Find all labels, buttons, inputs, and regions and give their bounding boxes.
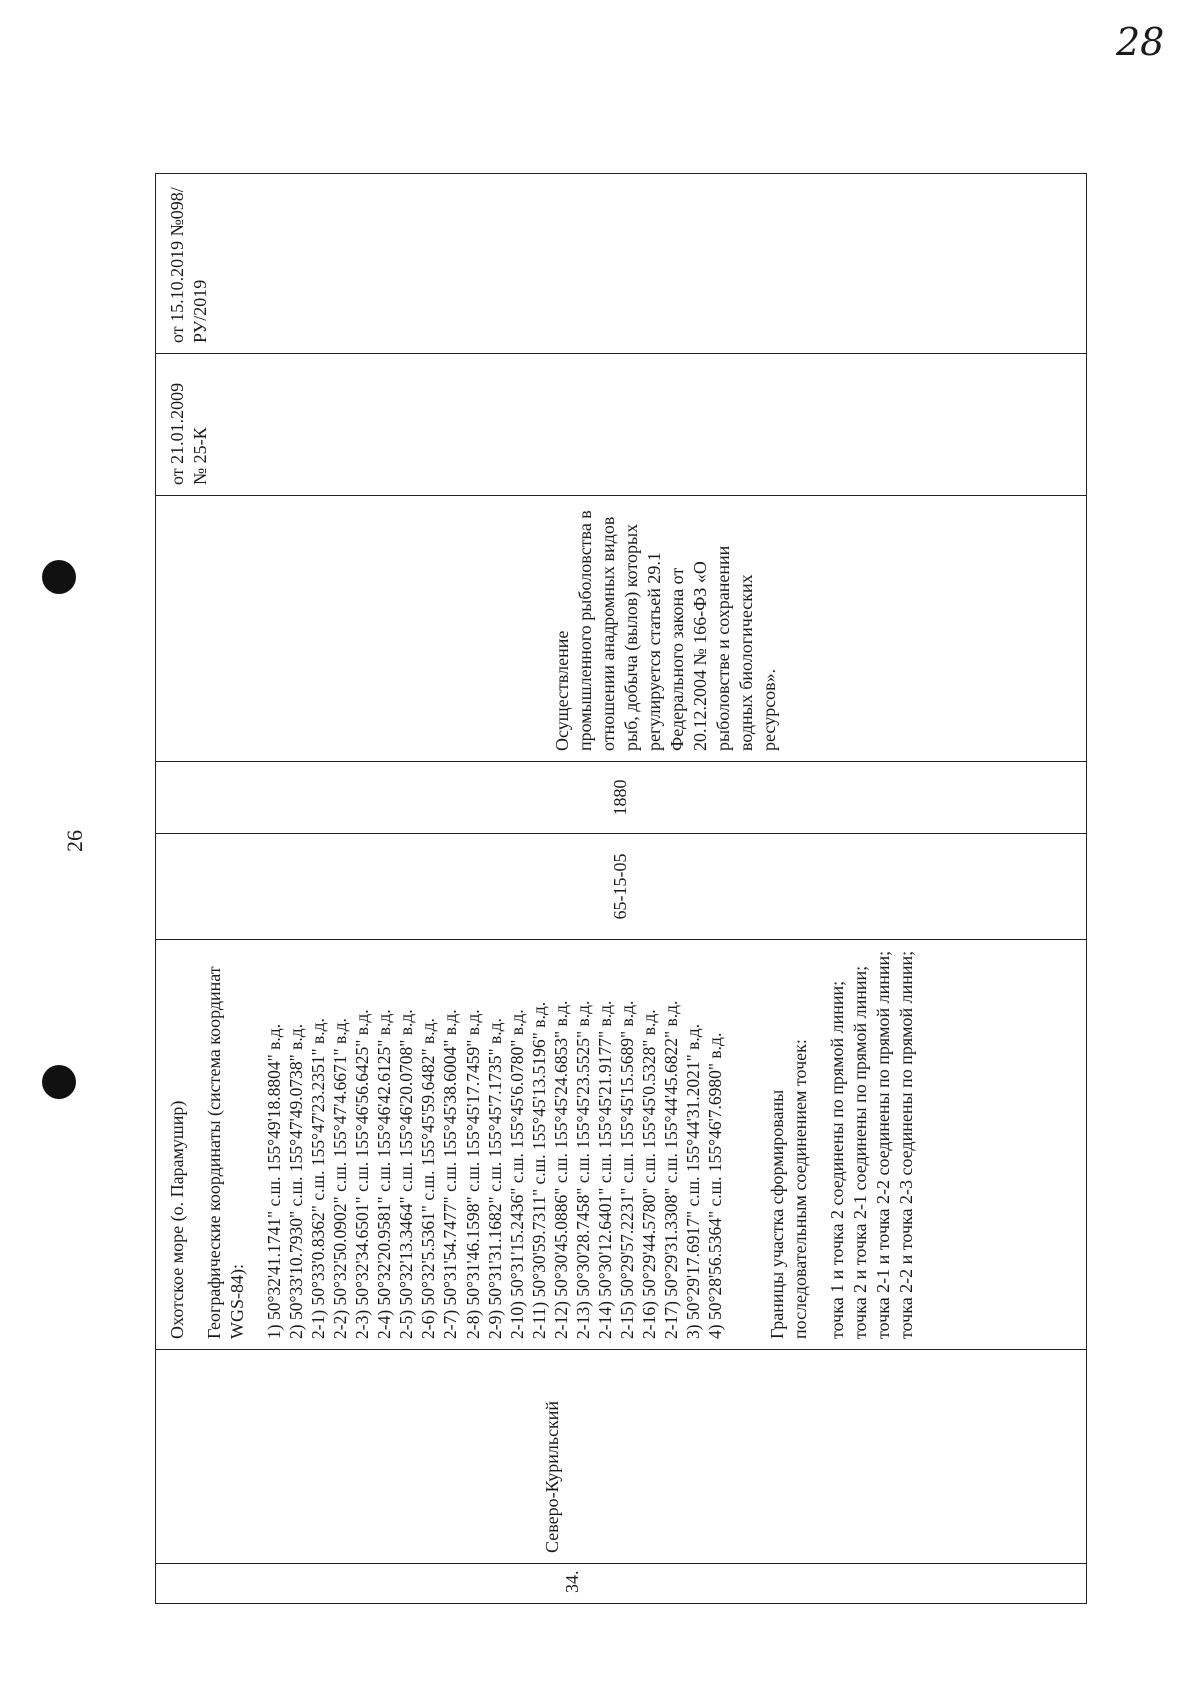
coordinate-item: 2-2) 50°32'50.0902" с.ш. 155°47'4.6671" в.д. bbox=[330, 1018, 351, 1339]
coordinate-item: 2-6) 50°32'5.5361" с.ш. 155°45'59.6482" в.д. bbox=[418, 1018, 439, 1339]
coordinate-item: 2-10) 50°31'15.2436" с.ш. 155°45'6.0780" в.д. bbox=[506, 1009, 527, 1339]
page-number: 26 bbox=[62, 830, 87, 852]
area-value-cell bbox=[156, 762, 1087, 834]
purpose-text: Осуществление промышленного рыболовства в отношении анадромных видов рыб, добыча (вылов) которых регулируется статьей 29.1 Федерального закона от 20.12.2004 № 166-ФЗ «О рыболовстве и сохранении водных биологических ресурсов». bbox=[552, 510, 780, 751]
boundary-rule-item: точка 2-1 и точка 2-2 соединены по прямой линии; bbox=[873, 950, 894, 1339]
area-value: 1880 bbox=[610, 779, 631, 816]
decision-cell bbox=[156, 354, 1087, 496]
punch-hole bbox=[42, 560, 76, 594]
area-description-cell bbox=[156, 940, 1087, 1350]
coordinate-item: 2-11) 50°30'59.7311" с.ш. 155°45'13.5196" в.д. bbox=[528, 1001, 549, 1339]
purpose-cell bbox=[156, 496, 1087, 762]
area-name-cell bbox=[156, 1350, 1087, 1564]
coordinate-item: 2-15) 50°29'57.2231" с.ш. 155°45'15.5689" в.д. bbox=[616, 1000, 637, 1339]
coordinate-item: 2-14) 50°30'12.6401" с.ш. 155°45'21.9177" в.д. bbox=[594, 1000, 615, 1339]
area-code: 65-15-05 bbox=[610, 853, 631, 920]
coordinate-item: 3) 50°29'17.6917" с.ш. 155°44'31.2021" в.д. bbox=[682, 1023, 703, 1339]
row-number-cell bbox=[156, 1564, 1087, 1604]
fishing-area-table bbox=[155, 173, 1087, 1604]
row-number: 34. bbox=[562, 1570, 582, 1593]
rotated-table-wrapper bbox=[155, 174, 1087, 1604]
coordinate-item: 4) 50°28'56.5364" с.ш. 155°46'7.6980" в.д. bbox=[705, 1032, 726, 1339]
coordinates-header: Географические координаты (система координат WGS-84): bbox=[204, 966, 248, 1339]
boundary-header: Границы участка сформированы последовательным соединением точек: bbox=[767, 1039, 811, 1339]
coordinate-item: 2-16) 50°29'44.5780" с.ш. 155°45'0.5328" в.д. bbox=[638, 1009, 659, 1339]
boundary-rule-item: точка 2-2 и точка 2-3 соединены по прямой линии; bbox=[896, 950, 917, 1339]
change-text: от 15.10.2019 №098/РУ/2019 bbox=[167, 187, 211, 343]
handwritten-page-number: 28 bbox=[1116, 20, 1165, 64]
decision-text: от 21.01.2009 № 25-К bbox=[167, 382, 211, 485]
boundary-rules-list bbox=[826, 950, 918, 1339]
coordinate-item: 2-17) 50°29'31.3308" с.ш. 155°44'45.6822" в.д. bbox=[660, 1000, 681, 1339]
coordinate-item: 2-9) 50°31'31.1682" с.ш. 155°45'7.1735" в.д. bbox=[484, 1018, 505, 1339]
sea-name: Охотское море (о. Парамушир) bbox=[167, 1100, 187, 1339]
coordinate-item: 2-3) 50°32'34.6501" с.ш. 155°46'56.6425" в.д. bbox=[352, 1009, 373, 1339]
area-name: Северо-Курильский bbox=[542, 1400, 562, 1553]
coordinate-item: 2-7) 50°31'54.7477" с.ш. 155°45'38.6004" в.д. bbox=[440, 1009, 461, 1339]
coordinate-item: 2) 50°33'10.7930" с.ш. 155°47'49.0738" в.д. bbox=[286, 1023, 307, 1339]
coordinate-item: 1) 50°32'41.1741" с.ш. 155°49'18.8804" в.д. bbox=[264, 1023, 285, 1339]
coordinate-item: 2-13) 50°30'28.7458" с.ш. 155°45'23.5525" в.д. bbox=[572, 1000, 593, 1339]
coordinate-item: 2-1) 50°33'0.8362" с.ш. 155°47'23.2351" в.д. bbox=[308, 1018, 329, 1339]
table-row bbox=[156, 174, 1087, 1604]
change-cell bbox=[156, 174, 1087, 354]
coordinate-item: 2-5) 50°32'13.3464" с.ш. 155°46'20.0708" в.д. bbox=[396, 1009, 417, 1339]
boundary-rule-item: точка 1 и точка 2 соединены по прямой линии; bbox=[827, 980, 848, 1339]
coordinate-item: 2-8) 50°31'46.1598" с.ш. 155°45'17.7459" в.д. bbox=[462, 1009, 483, 1339]
coordinate-item: 2-4) 50°32'20.9581" с.ш. 155°46'42.6125" в.д. bbox=[374, 1009, 395, 1339]
code-cell bbox=[156, 834, 1087, 940]
punch-hole bbox=[42, 1065, 76, 1099]
boundary-rule-item: точка 2 и точка 2-1 соединены по прямой линии; bbox=[850, 965, 871, 1339]
coordinates-list bbox=[263, 950, 726, 1339]
coordinate-item: 2-12) 50°30'45.0886" с.ш. 155°45'24.6853" в.д. bbox=[550, 1000, 571, 1339]
